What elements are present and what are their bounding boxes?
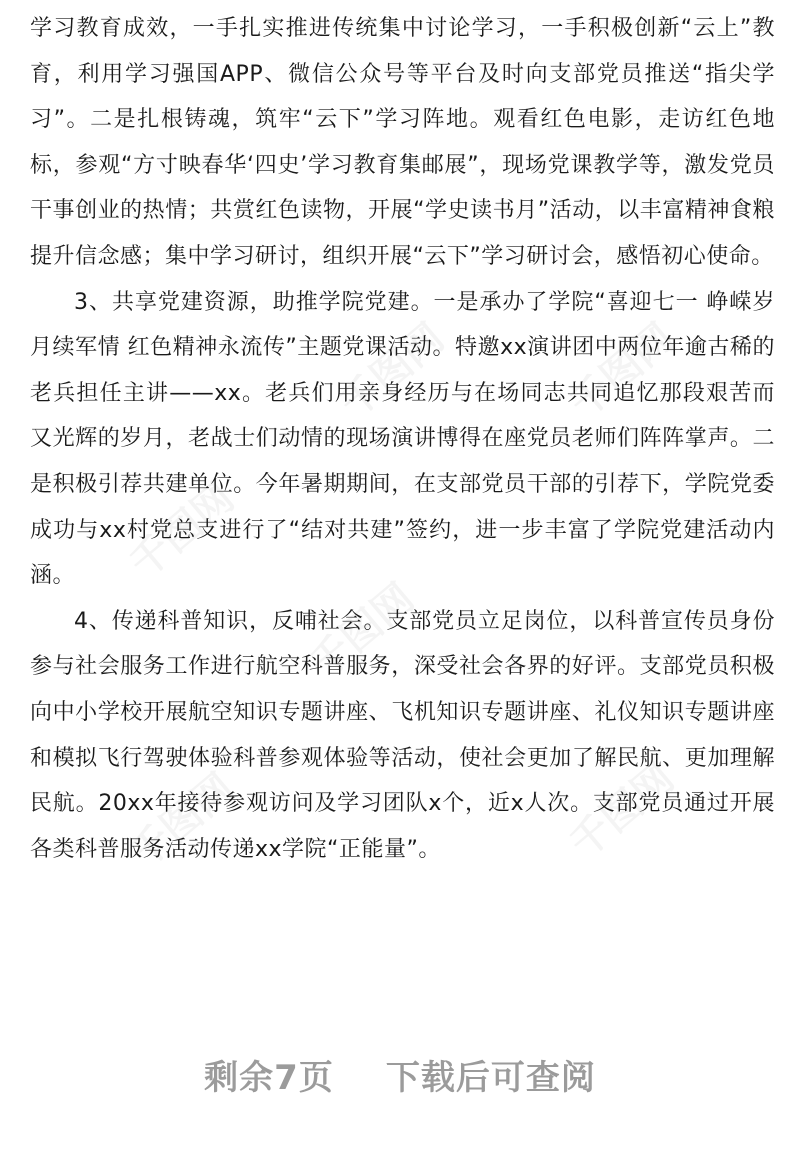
remaining-pages-label: 剩余7页 <box>204 1058 334 1098</box>
download-hint-label: 下载后可查阅 <box>385 1058 596 1098</box>
document-body <box>30 6 775 872</box>
download-banner[interactable] <box>0 1050 800 1099</box>
paragraph-section-4: 4、传递科普知识，反哺社会。支部党员立足岗位，以科普宣传员身份参与社会服务工作进行航空科普服务，深受社会各界的好评。支部党员积极向中小学校开展航空知识专题讲座、飞机知识专题讲座、礼仪知识专题讲座和模拟飞行驾驶体验科普参观体验等活动，使社会更加了解民航、更加理解民航。20xx年接待参观访问及学习团队x个，近x人次。支部党员通过开展各类科普服务活动传递xx学院“正能量”。 <box>30 608 775 862</box>
paragraph-section-3: 3、共享党建资源，助推学院党建。一是承办了学院“喜迎七一 峥嵘岁月续军情 红色精神永流传”主题党课活动。特邀xx演讲团中两位年逾古稀的老兵担任主讲——xx。老兵们用亲身经历与在场同志共同追忆那段艰苦而又光辉的岁月，老战士们动情的现场演讲博得在座党员老师们阵阵掌声。二是积极引荐共建单位。今年暑期期间，在支部党员干部的引荐下，学院党委成功与xx村党总支进行了“结对共建”签约，进一步丰富了学院党建活动内涵。 <box>30 289 775 589</box>
paragraph-continued: 学习教育成效，一手扎实推进传统集中讨论学习，一手积极创新“云上”教育，利用学习强国APP、微信公众号等平台及时向支部党员推送“指尖学习”。二是扎根铸魂，筑牢“云下”学习阵地。观看红色电影，走访红色地标，参观“方寸映春华‘四史’学习教育集邮展”，现场党课教学等，激发党员干事创业的热情；共赏红色读物，开展“学史读书月”活动，以丰富精神食粮提升信念感；集中学习研讨，组织开展“云下”学习研讨会，感悟初心使命。 <box>30 16 775 269</box>
